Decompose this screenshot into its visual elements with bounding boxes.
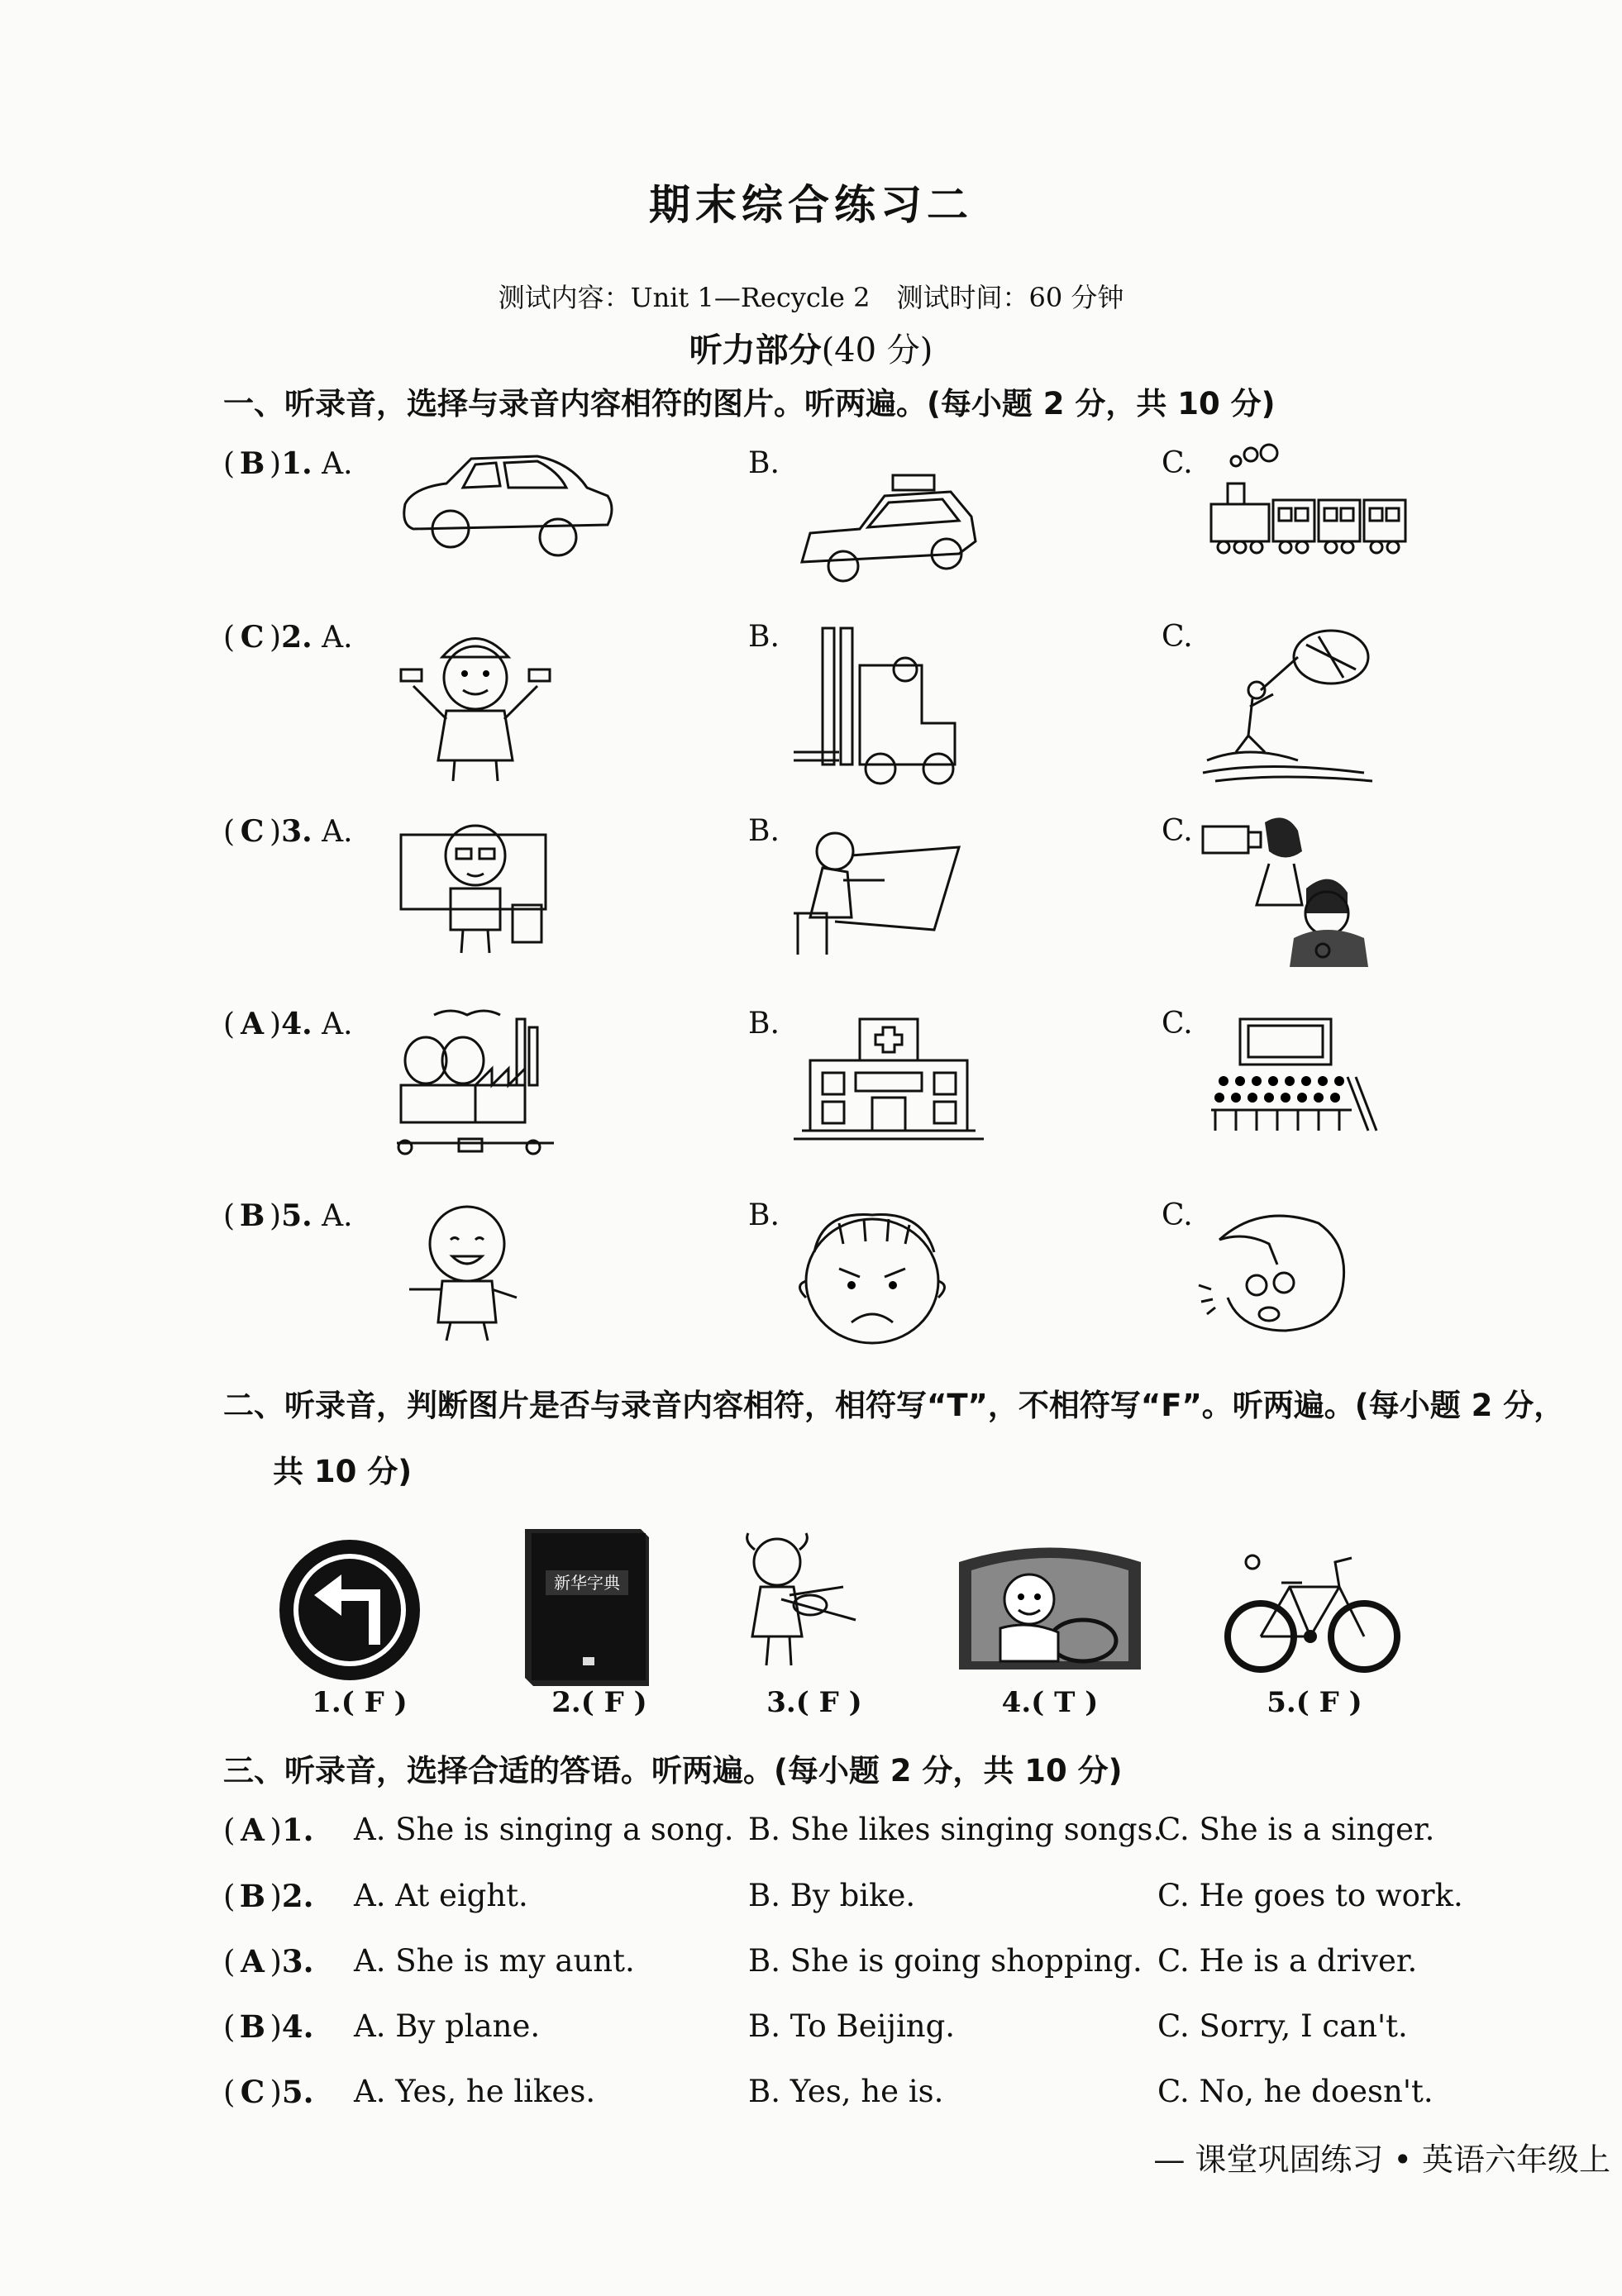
s1-question-1: ( B )1. A. B. C. xyxy=(223,446,1579,636)
q5-number: ( B )5. A. xyxy=(223,1198,353,1233)
q4-number: ( A )4. A. xyxy=(223,1007,353,1041)
turn-left-sign-icon[interactable] xyxy=(277,1537,442,1694)
happy-face-icon[interactable] xyxy=(393,1198,541,1343)
worker-icon[interactable] xyxy=(389,620,562,785)
option-b[interactable]: B. To Beijing. xyxy=(748,2008,956,2044)
section3-heading: 三、听录音，选择合适的答语。听两遍。(每小题 2 分，共 10 分) xyxy=(223,1753,1123,1789)
q1-number: ( B )1. A. xyxy=(223,446,353,481)
s2-item-label: 4.( T ) xyxy=(1001,1686,1099,1719)
s3-question-5 xyxy=(223,2074,1579,2123)
option-a[interactable]: A. Yes, he likes. xyxy=(354,2074,596,2109)
section2-heading-line1: 二、听录音，判断图片是否与录音内容相符，相符写“T”，不相符写“F”。听两遍。(每小题 2 分， xyxy=(223,1388,1565,1423)
answer-blank[interactable]: B xyxy=(239,1878,266,1914)
option-a[interactable]: A. By plane. xyxy=(354,2008,541,2044)
dictionary-title: 新华字典 xyxy=(554,1573,620,1593)
answer-blank[interactable]: A xyxy=(241,1007,265,1041)
option-a[interactable]: A. At eight. xyxy=(354,1878,528,1913)
driver-icon[interactable] xyxy=(951,1537,1149,1678)
artist-icon[interactable] xyxy=(785,822,967,963)
option-b[interactable]: B. Yes, he is. xyxy=(748,2074,944,2109)
s3-question-2 xyxy=(223,1878,1579,1927)
answer-blank[interactable]: A xyxy=(241,1812,265,1848)
s3-question-4 xyxy=(223,2008,1579,2058)
car-icon[interactable] xyxy=(397,446,620,554)
option-c[interactable]: C. She is a singer. xyxy=(1157,1812,1435,1847)
answer-blank[interactable]: C xyxy=(240,814,265,849)
q-number: ( B )2. xyxy=(223,1878,314,1914)
option-c[interactable]: C. He is a driver. xyxy=(1157,1943,1418,1979)
option-b[interactable]: B. She is going shopping. xyxy=(748,1943,1143,1979)
answer-blank[interactable]: B xyxy=(239,1198,265,1233)
q-number: ( C )5. xyxy=(223,2074,314,2110)
page-footer: — 课堂巩固练习 • 英语六年级上 xyxy=(1153,2141,1610,2178)
s2-item-label: 2.( F ) xyxy=(551,1686,647,1719)
s2-item-label: 5.( F ) xyxy=(1267,1686,1362,1719)
cinema-icon[interactable] xyxy=(1207,1015,1372,1147)
dictionary-icon[interactable] xyxy=(517,1521,682,1686)
answer-blank[interactable]: B xyxy=(239,2008,266,2045)
hospital-icon[interactable] xyxy=(790,1015,988,1147)
answer-blank[interactable]: B xyxy=(239,446,265,481)
teacher-icon[interactable] xyxy=(397,814,554,955)
answer-blank[interactable]: A xyxy=(241,1943,265,1979)
option-c[interactable]: C. Sorry, I can't. xyxy=(1157,2008,1408,2044)
s3-question-3 xyxy=(223,1943,1579,1993)
s1-question-3: ( C )3. A. B. C. xyxy=(223,814,1579,1004)
s2-item-label: 1.( F ) xyxy=(312,1686,408,1719)
q-number: ( B )4. xyxy=(223,2008,314,2045)
train-icon[interactable] xyxy=(1203,446,1426,562)
factory-icon[interactable] xyxy=(393,1007,558,1164)
s2-item-3 xyxy=(711,1521,918,1719)
answer-blank[interactable]: F xyxy=(364,1686,384,1719)
scared-face-icon[interactable] xyxy=(1195,1207,1360,1347)
section2-items xyxy=(223,1521,1579,1719)
option-b[interactable]: B. By bike. xyxy=(748,1878,916,1913)
part-points: (40 分) xyxy=(821,331,933,369)
page-title: 期末综合练习二 xyxy=(649,181,973,229)
option-a[interactable]: A. She is singing a song. xyxy=(354,1812,734,1847)
s3-question-1 xyxy=(223,1812,1579,1861)
q-number: ( A )1. xyxy=(223,1812,314,1848)
section1-heading: 一、听录音，选择与录音内容相符的图片。听两遍。(每小题 2 分，共 10 分) xyxy=(223,386,1276,422)
reporter-icon[interactable] xyxy=(1199,814,1389,971)
s2-item-4 xyxy=(926,1521,1174,1719)
option-a[interactable]: A. She is my aunt. xyxy=(354,1943,635,1979)
test-info: 测试内容：Unit 1—Recycle 2 测试时间：60 分钟 xyxy=(498,282,1124,313)
section2-heading-line2: 共 10 分) xyxy=(273,1454,413,1489)
angry-face-icon[interactable] xyxy=(790,1198,955,1347)
violin-girl-icon[interactable] xyxy=(732,1529,897,1686)
answer-blank[interactable]: C xyxy=(240,2074,265,2110)
q3-number: ( C )3. A. xyxy=(223,814,353,849)
part-title xyxy=(0,324,1622,371)
option-c[interactable]: C. He goes to work. xyxy=(1157,1878,1463,1913)
q-number: ( A )3. xyxy=(223,1943,314,1979)
answer-blank[interactable]: C xyxy=(240,620,265,655)
s1-question-2: ( C )2. A. B. C. xyxy=(223,620,1579,810)
answer-blank[interactable]: F xyxy=(818,1686,839,1719)
s1-question-5: ( B )5. A. B. C. xyxy=(223,1198,1579,1389)
bike-icon[interactable] xyxy=(1224,1537,1405,1686)
s2-item-2 xyxy=(496,1521,703,1719)
answer-blank[interactable]: F xyxy=(1319,1686,1339,1719)
forklift-icon[interactable] xyxy=(790,624,971,789)
answer-blank[interactable]: F xyxy=(603,1686,624,1719)
s1-question-4: ( A )4. A. B. C. xyxy=(223,1007,1579,1197)
part-title-text: 听力部分 xyxy=(689,331,822,369)
s2-item-1 xyxy=(256,1521,463,1719)
answer-blank[interactable]: T xyxy=(1054,1686,1076,1719)
s2-item-5 xyxy=(1190,1521,1438,1719)
taxi-icon[interactable] xyxy=(794,471,984,595)
option-c[interactable]: C. No, he doesn't. xyxy=(1157,2074,1434,2109)
s2-item-label: 3.( F ) xyxy=(766,1686,862,1719)
q2-number: ( C )2. A. xyxy=(223,620,353,655)
fisherman-icon[interactable] xyxy=(1199,628,1389,785)
option-b[interactable]: B. She likes singing songs. xyxy=(748,1812,1163,1847)
